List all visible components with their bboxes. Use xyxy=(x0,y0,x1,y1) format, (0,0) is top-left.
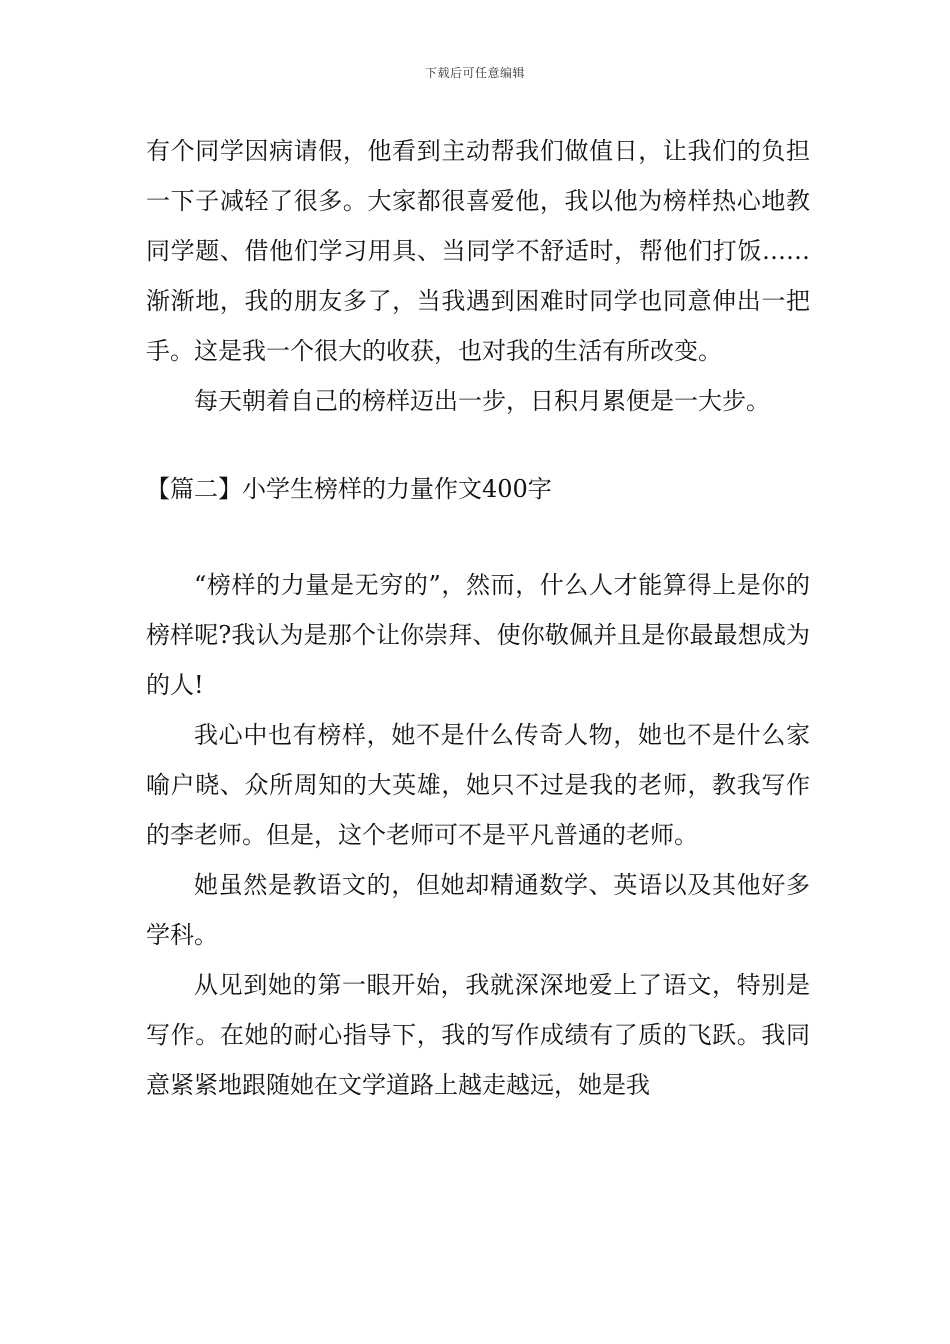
paragraph: 有个同学因病请假，他看到主动帮我们做值日，让我们的负担一下子减轻了很多。大家都很喜爱他，我以他为榜样热心地教同学题、借他们学习用具、当同学不舒适时，帮他们打饭……渐渐地，我的朋友多了，当我遇到困难时同学也同意伸出一把手。这是我一个很大的收获，也对我的生活有所改变。 xyxy=(146,137,810,365)
paragraph: 她虽然是教语文的，但她却精通数学、英语以及其他好多学科。 xyxy=(146,871,810,949)
document-body xyxy=(146,126,810,1110)
paragraph: 每天朝着自己的榜样迈出一步，日积月累便是一大步。 xyxy=(194,387,770,415)
page-header: 下载后可任意编辑 xyxy=(424,66,525,80)
section-title: 【篇二】小学生榜样的力量作文400字 xyxy=(146,475,552,503)
paragraph: 我心中也有榜样，她不是什么传奇人物，她也不是什么家喻户晓、众所周知的大英雄，她只不过是我的老师，教我写作的李老师。但是，这个老师可不是平凡普通的老师。 xyxy=(146,721,810,849)
paragraph: “榜样的力量是无穷的”，然而，什么人才能算得上是你的榜样呢?我认为是那个让你崇拜、使你敬佩并且是你最最想成为的人! xyxy=(146,571,810,699)
paragraph: 从见到她的第一眼开始，我就深深地爱上了语文，特别是写作。在她的耐心指导下，我的写作成绩有了质的飞跃。我同意紧紧地跟随她在文学道路上越走越远，她是我 xyxy=(146,971,810,1099)
